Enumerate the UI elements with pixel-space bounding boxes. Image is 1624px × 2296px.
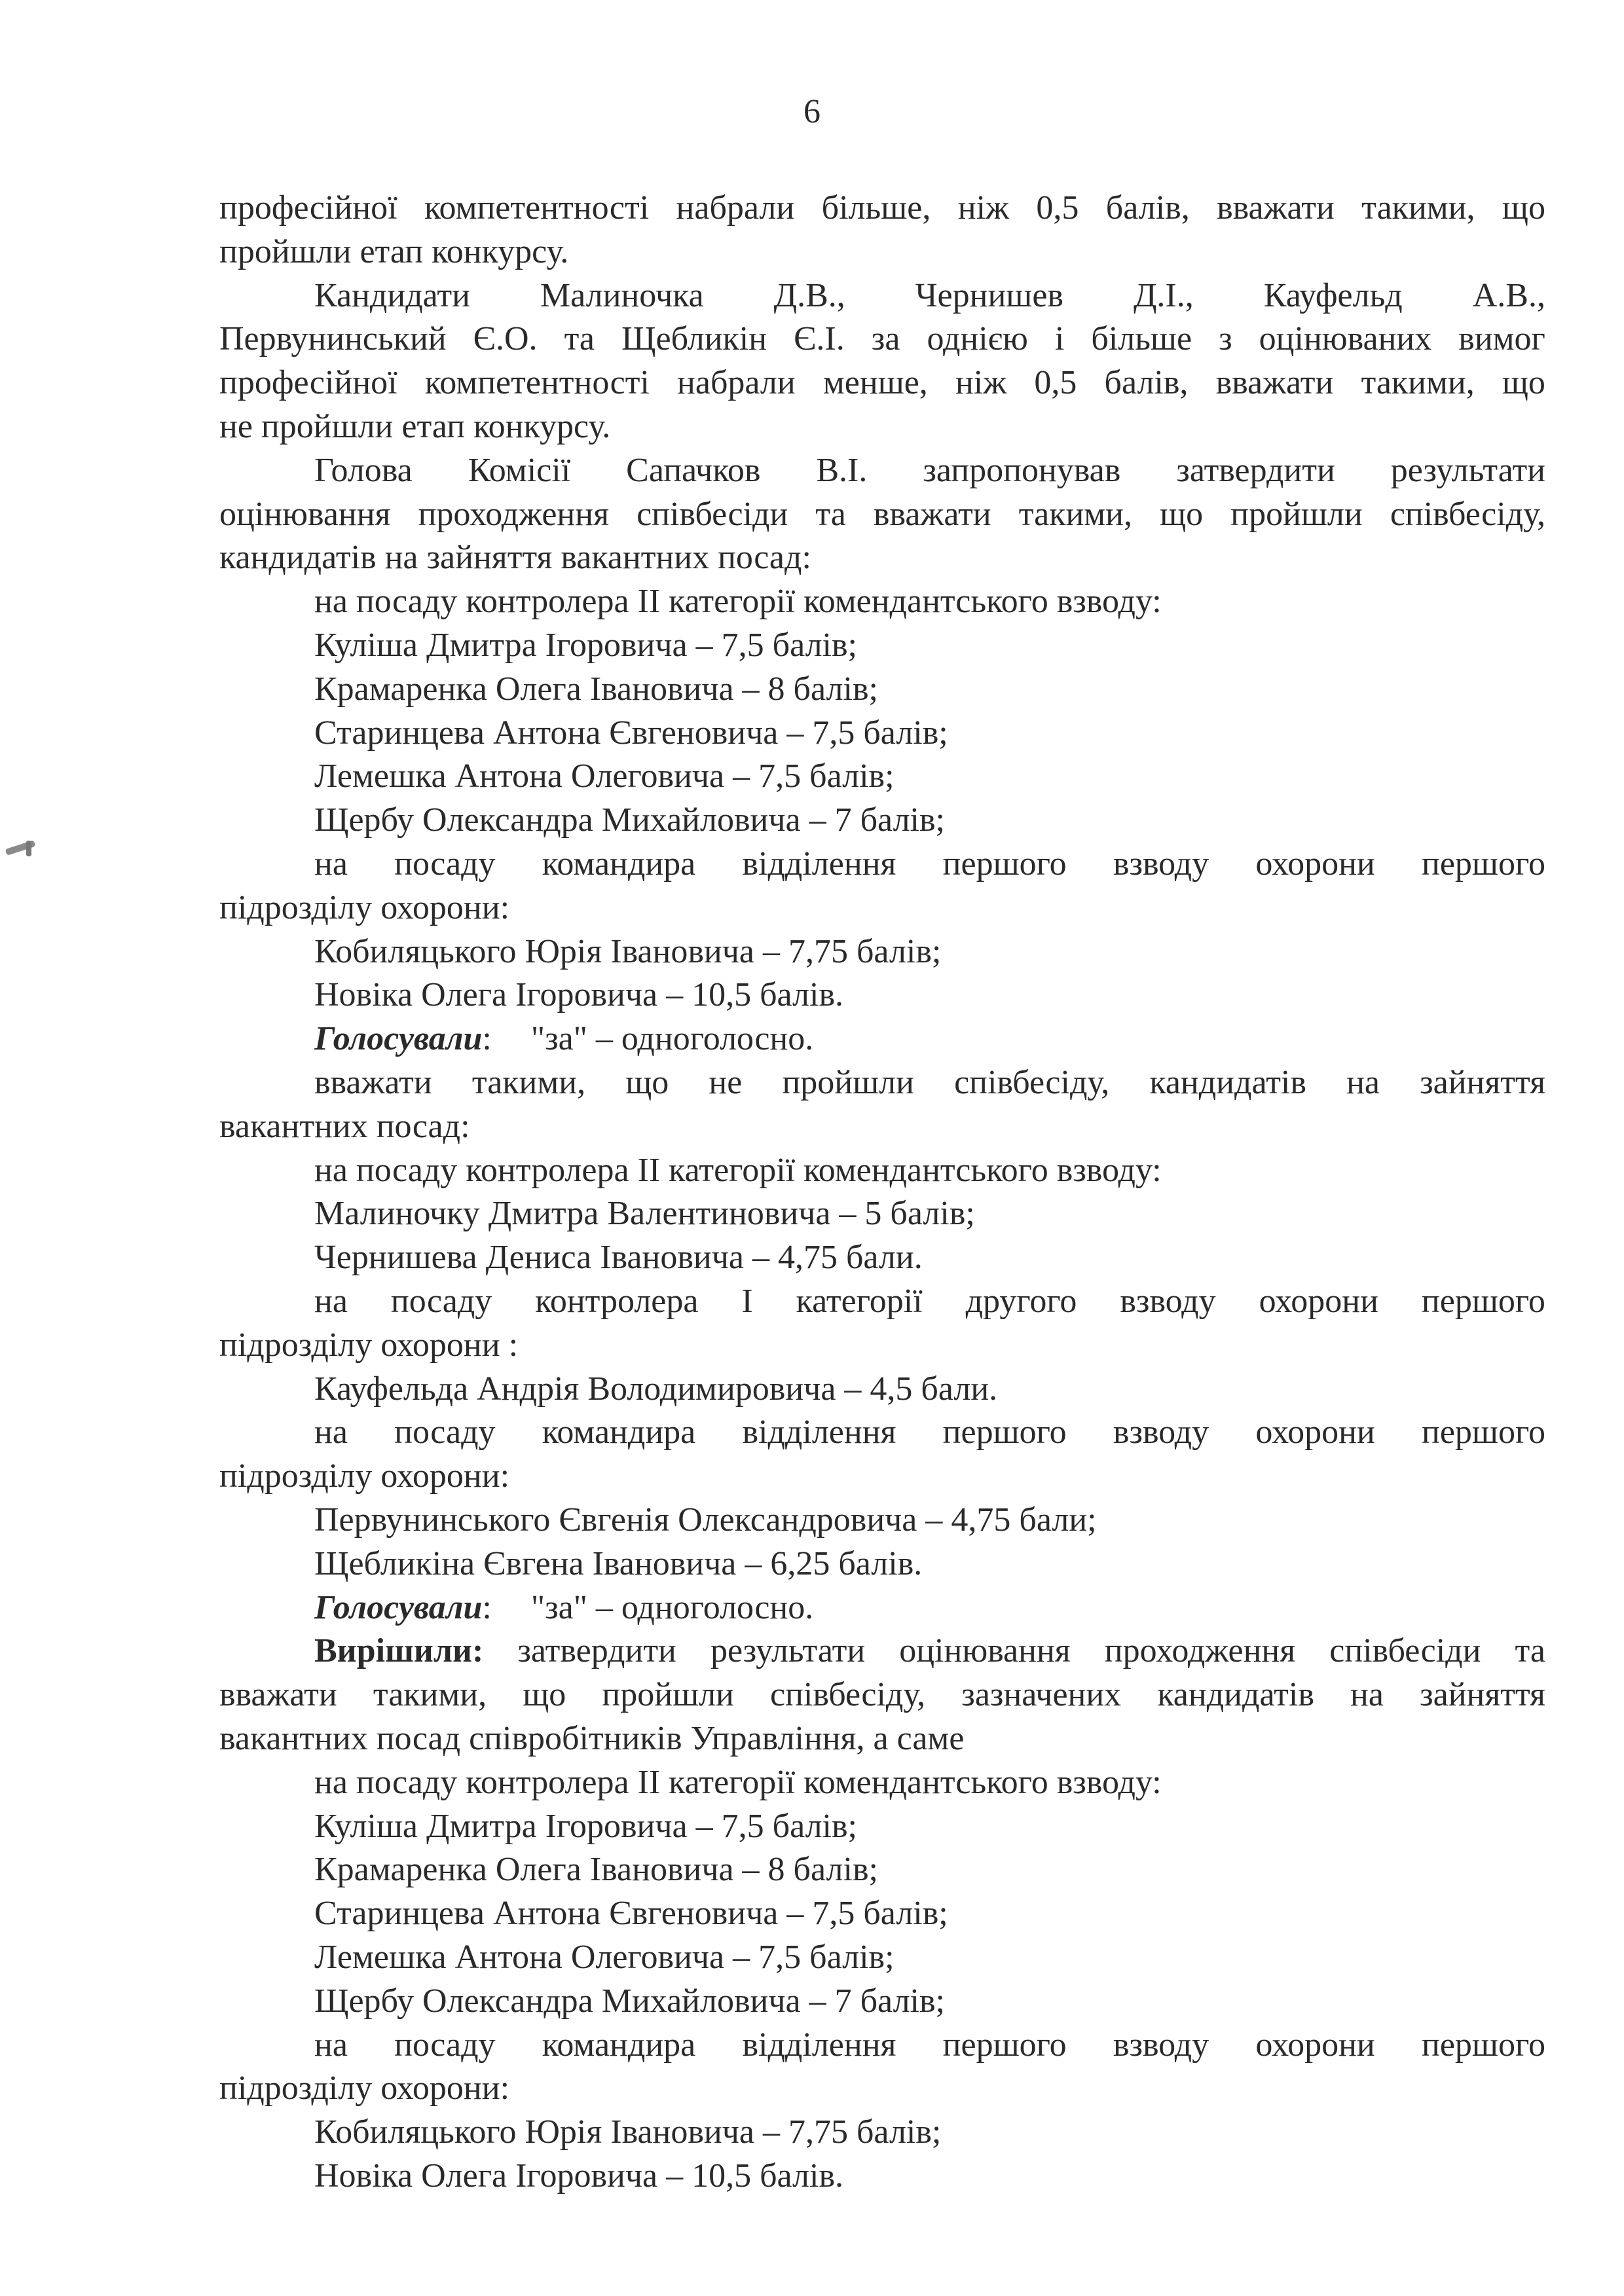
word: за	[871, 320, 900, 357]
text-line	[314, 449, 1545, 492]
vote-separator: :	[482, 1589, 492, 1626]
text-line: Щербу Олександра Михайловича – 7 балів;	[314, 801, 945, 839]
word: такими,	[1361, 364, 1475, 401]
word: І	[741, 1283, 753, 1320]
word: пройшли	[782, 1064, 914, 1101]
word: Щебликін	[621, 320, 767, 357]
word: посаду	[390, 1283, 492, 1320]
word: оцінювання	[899, 1632, 1071, 1669]
text-line: Старинцева Антона Євгеновича – 7,5 балів;	[314, 714, 948, 752]
word: що	[523, 1676, 566, 1713]
text-line: на посаду контролера ІІ категорії комендантського взводу:	[314, 583, 1162, 620]
word: зайняття	[1420, 1064, 1545, 1101]
word: командира	[542, 1413, 696, 1451]
word: охорони	[1259, 1283, 1378, 1320]
word: проходження	[1104, 1632, 1296, 1669]
word: першого	[1422, 1413, 1545, 1451]
word: такими,	[373, 1676, 487, 1713]
text-line: Новіка Олега Ігоровича – 10,5 балів.	[314, 976, 844, 1013]
word: набрали	[677, 364, 796, 401]
word: компетентності	[424, 364, 650, 401]
text-line: Куліша Дмитра Ігоровича – 7,5 балів;	[314, 1808, 858, 1845]
word: охорони	[1255, 2026, 1375, 2064]
text-line: не пройшли етап конкурсу.	[219, 408, 611, 445]
word: оцінювання	[219, 496, 391, 533]
word: ніж	[955, 364, 1007, 401]
word: Д.В.,	[773, 277, 845, 314]
word: більше,	[821, 189, 931, 227]
vote-separator: :	[482, 1020, 492, 1057]
text-line	[219, 187, 1545, 230]
word: результати	[710, 1632, 866, 1669]
word: на	[314, 845, 348, 883]
text-line: кандидатів на зайняття вакантних посад:	[219, 539, 811, 576]
word: ніж	[957, 189, 1009, 227]
word: кандидатів	[1157, 1676, 1314, 1713]
word: В.І.	[816, 452, 868, 489]
word: Д.І.,	[1133, 277, 1194, 314]
text-line	[314, 1630, 1545, 1673]
word: Малиночка	[540, 277, 704, 314]
word: першого	[942, 845, 1067, 883]
word: першого	[1421, 1283, 1545, 1320]
text-line	[314, 2024, 1545, 2067]
word: компетентності	[424, 189, 650, 227]
text-line: Малиночку Дмитра Валентиновича – 5 балів;	[314, 1195, 975, 1232]
text-line	[314, 1586, 813, 1630]
vote-label: Голосували	[314, 1589, 483, 1626]
text-line: вакантних посад співробітників Управління, а саме	[219, 1720, 965, 1757]
word: професійної	[219, 189, 397, 227]
word: що	[1502, 189, 1545, 227]
word: набрали	[676, 189, 795, 227]
word: Комісії	[468, 452, 571, 489]
word: такими,	[471, 1064, 586, 1101]
word: першого	[942, 2026, 1067, 2064]
word: співбесіди	[637, 496, 788, 533]
word: Кандидати	[314, 277, 470, 314]
text-line: Старинцева Антона Євгеновича – 7,5 балів;	[314, 1895, 948, 1932]
text-line: підрозділу охорони:	[219, 2069, 510, 2107]
word: не	[709, 1064, 743, 1101]
text-line: підрозділу охорони:	[219, 1457, 510, 1495]
word: вважати	[873, 496, 991, 533]
word: другого	[965, 1283, 1077, 1320]
word: та	[815, 496, 846, 533]
vote-result: "за" – одноголосно.	[530, 1020, 814, 1057]
word: охорони	[1255, 845, 1375, 883]
text-line: Первунинського Євгенія Олександровича – 4,75 бали;	[314, 1501, 1097, 1539]
word: командира	[542, 2026, 696, 2064]
word: на	[1346, 1064, 1380, 1101]
text-line	[314, 274, 1545, 318]
text-line	[219, 1673, 1545, 1717]
word: командира	[542, 845, 696, 883]
word: відділення	[742, 1413, 896, 1451]
text-line: Кауфельда Андрія Володимировича – 4,5 бали.	[314, 1370, 998, 1408]
word: охорони	[1255, 1413, 1375, 1451]
word: запропонував	[923, 452, 1121, 489]
word: першого	[1422, 845, 1545, 883]
text-line: пройшли етап конкурсу.	[219, 233, 569, 270]
word: затвердити	[1176, 452, 1335, 489]
text-line	[314, 1061, 1545, 1104]
text-line: Лемешка Антона Олеговича – 7,5 балів;	[314, 757, 895, 795]
word: та	[564, 320, 595, 357]
word: Вирішили:	[314, 1632, 484, 1669]
word: зайняття	[1420, 1676, 1545, 1713]
text-line: Крамаренка Олега Івановича – 8 балів;	[314, 1851, 878, 1888]
word: менше,	[822, 364, 928, 401]
word: Чернишев	[915, 277, 1063, 314]
word: пройшли	[1230, 496, 1363, 533]
text-line	[219, 361, 1545, 405]
word: що	[1160, 496, 1204, 533]
word: вважати	[314, 1064, 432, 1101]
word: балів,	[1105, 189, 1190, 227]
word: кандидатів	[1149, 1064, 1306, 1101]
text-line	[314, 1017, 813, 1061]
word: вважати	[219, 1676, 337, 1713]
word: взводу	[1113, 2026, 1209, 2064]
word: посаду	[394, 845, 496, 883]
word: що	[625, 1064, 669, 1101]
word: вважати	[1215, 364, 1334, 401]
word: Є.О.	[473, 320, 538, 357]
word: результати	[1390, 452, 1545, 489]
word: співбесіди	[1329, 1632, 1481, 1669]
text-line	[314, 1280, 1545, 1323]
word: на	[314, 2026, 348, 2064]
word: що	[1502, 364, 1545, 401]
text-line	[314, 843, 1545, 886]
word: більше	[1091, 320, 1192, 357]
word: взводу	[1113, 845, 1209, 883]
word: Голова	[314, 452, 413, 489]
word: А.В.,	[1472, 277, 1545, 314]
vote-label: Голосували	[314, 1020, 483, 1057]
word: на	[314, 1413, 348, 1451]
word: Кауфельд	[1263, 277, 1403, 314]
word: на	[314, 1283, 348, 1320]
word: вважати	[1217, 189, 1335, 227]
text-line: Куліша Дмитра Ігоровича – 7,5 балів;	[314, 627, 858, 664]
text-line: на посаду контролера ІІ категорії комендантського взводу:	[314, 1764, 1162, 1801]
word: такими,	[1018, 496, 1132, 533]
word: співбесіду,	[770, 1676, 926, 1713]
word: і	[1054, 320, 1065, 357]
text-line: Кобиляцького Юрія Івановича – 7,75 балів;	[314, 933, 942, 970]
vote-result: "за" – одноголосно.	[530, 1589, 814, 1626]
word: балів,	[1104, 364, 1189, 401]
word: відділення	[742, 2026, 896, 2064]
word: посаду	[394, 1413, 496, 1451]
word: 0,5	[1036, 189, 1079, 227]
word: пройшли	[602, 1676, 734, 1713]
word: контролера	[535, 1283, 699, 1320]
word: першого	[942, 1413, 1067, 1451]
word: такими,	[1361, 189, 1475, 227]
text-line	[219, 318, 1545, 361]
text-line: Чернишева Дениса Івановича – 4,75 бали.	[314, 1239, 923, 1276]
text-line: підрозділу охорони:	[219, 889, 510, 926]
text-line	[219, 493, 1545, 536]
text-line: на посаду контролера ІІ категорії комендантського взводу:	[314, 1152, 1162, 1189]
word: оцінюваних	[1259, 320, 1432, 357]
margin-scan-mark	[26, 841, 31, 856]
word: та	[1515, 1632, 1545, 1669]
word: Сапачков	[626, 452, 761, 489]
word: посаду	[394, 2026, 496, 2064]
word: категорії	[796, 1283, 923, 1320]
word: співбесіду,	[1390, 496, 1545, 533]
page-number: 6	[803, 93, 821, 130]
word: вимог	[1458, 320, 1545, 357]
text-line: Лемешка Антона Олеговича – 7,5 балів;	[314, 1939, 895, 1976]
text-line	[314, 1411, 1545, 1454]
word: взводу	[1120, 1283, 1216, 1320]
word: однією	[927, 320, 1028, 357]
text-line: підрозділу охорони :	[219, 1326, 519, 1364]
word: затвердити	[517, 1632, 676, 1669]
word: співбесіду,	[954, 1064, 1110, 1101]
text-line: Щебликіна Євгена Івановича – 6,25 балів.	[314, 1545, 923, 1582]
word: проходження	[418, 496, 609, 533]
word: на	[1350, 1676, 1384, 1713]
text-line: Кобиляцького Юрія Івановича – 7,75 балів;	[314, 2113, 942, 2151]
word: 0,5	[1034, 364, 1077, 401]
word: взводу	[1113, 1413, 1209, 1451]
word: зазначених	[961, 1676, 1122, 1713]
text-line: Щербу Олександра Михайловича – 7 балів;	[314, 1982, 945, 2020]
text-line: вакантних посад:	[219, 1108, 470, 1145]
word: професійної	[219, 364, 397, 401]
word: відділення	[742, 845, 896, 883]
word: з	[1219, 320, 1232, 357]
word: першого	[1422, 2026, 1545, 2064]
text-line: Крамаренка Олега Івановича – 8 балів;	[314, 670, 878, 708]
text-line: Новіка Олега Ігоровича – 10,5 балів.	[314, 2157, 844, 2195]
word: Первунинський	[219, 320, 447, 357]
word: Є.І.	[794, 320, 845, 357]
